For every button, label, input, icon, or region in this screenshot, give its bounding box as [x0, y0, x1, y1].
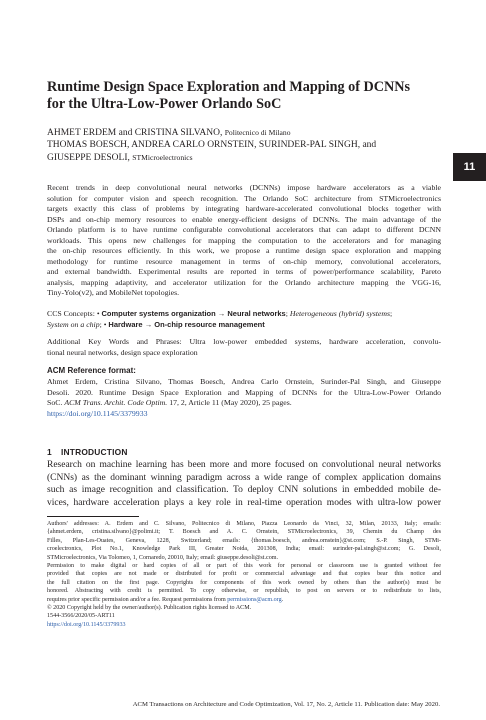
abstract-line: methodology for runtime resource management in terms of on-chip memory, convolutional accelerators,	[47, 256, 441, 266]
footnote-line: provided that copies are not made or distributed for profit or commercial advantage and that copies bear this notice and	[47, 571, 441, 578]
intro-line: (CNNs) as the dominant winning paradigm across a wide range of complex application domains	[47, 472, 441, 483]
journal-name: ACM Trans. Archit. Code Optim.	[64, 398, 168, 407]
footnote-line: the full citation on the first page. Copyrights for components of this work owned by others than the author(s) must be	[47, 579, 441, 586]
footnote-line: Authors' addresses: A. Erdem and C. Silvano, Politecnico di Milano, Piazza Leonardo da Vinci, 32, Milan, 20133, Italy; emails:	[47, 521, 441, 527]
intro-line: such as image recognition and classification. To deploy CNN solutions in embedded mobile de-	[47, 485, 441, 496]
ccs-concept-4: Hardware → On-chip resource management	[108, 319, 265, 329]
abstract	[47, 183, 441, 299]
title-line-2: for the Ultra-Low-Power Orlando SoC	[47, 96, 282, 112]
ccs-concepts: CCS Concepts: • Computer systems organization → Neural networks; Heterogeneous (hybrid) systems; System on a chip; • Hardware → On-chip resource management	[47, 309, 393, 329]
abstract-line: Recent trends in deep convolutional neural networks (DCNNs) impose hardware accelerators as a viable	[47, 183, 441, 192]
authors-line-1: AHMET ERDEM and CRISTINA SILVANO,	[47, 128, 223, 138]
reference-doi-link[interactable]: https://doi.org/10.1145/3379933	[47, 408, 148, 418]
reference-line: Desoli. 2020. Runtime Design Space Exploration and Mapping of DCNNs for the Ultra-Low-Power Orlando	[47, 387, 441, 397]
author-block	[47, 127, 447, 164]
footnote-line: Permission to make digital or hard copies of all or part of this work for personal or classroom use is granted without fee	[47, 563, 441, 570]
issn-line: 1544-3566/2020/05-ART11	[47, 613, 115, 620]
abstract-line: Orlando platform is to have runtime configurable convolutional accelerators that can adapt to different DCNN	[47, 225, 441, 234]
abstract-line: the on-chip resources efficiently. In this work, we propose a runtime design space exploration and mapping	[47, 246, 441, 255]
section-heading	[47, 447, 128, 457]
keywords	[47, 337, 441, 358]
abstract-line: workloads. This opens new challenges for mapping the computation to the accelerators and for managing	[47, 235, 441, 245]
paper-title	[47, 79, 441, 113]
introduction-text	[47, 459, 441, 509]
keywords-line: tional neural networks, design space exploration	[47, 347, 198, 357]
reference-line: 17, 2, Article 11 (May 2020), 25 pages.	[169, 398, 292, 407]
abstract-line: solution for computer vision and speech recognition. The Orlando SoC architecture from STMicroelectronics	[47, 193, 441, 203]
reference-line: Ahmet Erdem, Cristina Silvano, Thomas Boesch, Andrea Carlo Ornstein, Surinder-Pal Singh, and Giuseppe	[47, 377, 441, 386]
footnote-line: STMicroelectronics, Via Tolomeo, 1, Cornaredo, 20010, Italy; email: giuseppe.desoli@st.com.	[47, 554, 279, 561]
title-line-1: Runtime Design Space Exploration and Mapping of DCNNs	[47, 79, 411, 95]
reference-line: SoC.	[47, 398, 63, 407]
abstract-line: Tiny-Yolo(v2), and MobileNet topologies.	[47, 288, 180, 297]
ccs-concept-2: Heterogeneous (hybrid) systems	[289, 309, 391, 318]
footnote-doi-link[interactable]: https://doi.org/10.1145/3379933	[47, 621, 126, 628]
section-number: 1	[47, 447, 52, 457]
section-title: INTRODUCTION	[61, 447, 128, 457]
permissions-email-link[interactable]: permissions@acm.org	[227, 596, 282, 603]
reference-format-heading: ACM Reference format:	[47, 366, 136, 375]
article-number-tab: 11	[453, 153, 486, 181]
permission-text: requires prior specific permission and/or a fee. Request permissions from	[47, 596, 226, 603]
footnote-rule	[47, 516, 139, 517]
intro-line: vices, hardware acceleration plays a key role in real-time operation modes with ultra-low power	[47, 497, 441, 508]
ccs-concept-1: Computer systems organization → Neural networks	[101, 309, 286, 318]
ccs-concept-3: System on a chip	[47, 319, 100, 329]
abstract-line: targets exactly this class of problems by integrating hardware-accelerated convolutional blocks together with	[47, 204, 441, 213]
affiliation-polimi: Politecnico di Milano	[224, 128, 291, 137]
abstract-line: DSPs and on-chip memory resources to enable energy-efficient designs of DCNNs. The main advantage of the	[47, 214, 441, 224]
permission-end: .	[281, 596, 284, 603]
running-footer: ACM Transactions on Architecture and Code Optimization, Vol. 17, No. 2, Article 11. Publication date: May 2020.	[132, 701, 440, 708]
authors-line-2: THOMAS BOESCH, ANDREA CARLO ORNSTEIN, SURINDER-PAL SINGH, and	[47, 139, 377, 150]
affiliation-st: STMicroelectronics	[132, 152, 193, 162]
intro-line: Research on machine learning has been more and more focused on convolutional neural networks	[47, 460, 441, 470]
footnote-line: Filles, Plan-Les-Ouates, Geneva, 1228, Switzerland; emails: {thomas.boesch, andrea.ornstein}@st.com; S.-P. Singh, STMi-	[47, 537, 441, 544]
authors-line-3: GIUSEPPE DESOLI,	[47, 152, 130, 163]
ccs-label: CCS Concepts:	[47, 309, 95, 318]
abstract-line: analysis, mapping adaptivity, and accelerator utilization for the Orlando architecture mapping the VGG-16,	[47, 277, 441, 287]
footnote	[47, 520, 441, 629]
footnote-line: {ahmet.erdem, cristina.silvano}@polimi.it; T. Boesch and A. C. Ornstein, STMicroelectronics, 39, Chemin du Champ des	[47, 529, 441, 536]
abstract-line: and external bandwidth. Experimental results are reported in terms of power/performance scalability, Pareto	[47, 267, 441, 276]
copyright-line: © 2020 Copyright held by the owner/author(s). Publication rights licensed to ACM.	[47, 605, 252, 612]
footnote-line: honored. Abstracting with credit is permitted. To copy otherwise, or republish, to post on servers or to redistribute to lists,	[47, 588, 441, 595]
reference-format	[47, 377, 441, 419]
keywords-line: Additional Key Words and Phrases: Ultra low-power embedded systems, hardware acceleration, convolu-	[47, 337, 441, 346]
footnote-line: croelectronics, Plot No.1, Knowledge Park III, Greater Noida, 201308, India; email: surinder-pal.singh@st.com; G. Desoli,	[47, 546, 441, 553]
